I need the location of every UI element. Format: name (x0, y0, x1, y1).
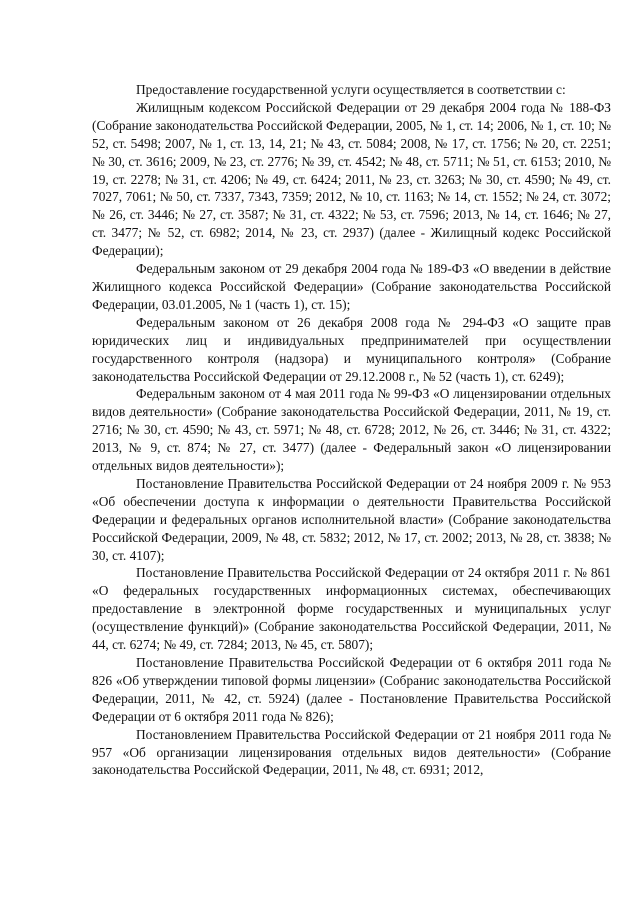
paragraph-intro: Предоставление государственной услуги осуществляется в соответствии с: (136, 82, 566, 97)
paragraph-resolution-826: Постановление Правительства Российской Федерации от 6 октября 2011 года № 826 «Об утверждении типовой формы лицензии» (Собранис законодательства Российской Федерации, 2011, № 42, ст. 5924) (далее - Постановление Правительства Российской Федерации от 6 октября 2011 года № 826); (92, 655, 611, 724)
paragraph-resolution-953: Постановление Правительства Российской Федерации от 24 ноября 2009 г. № 953 «Об обеспечении доступа к информации о деятельности Правительства Российской Федерации и федеральных органов исполнительной власти» (Собрание законодательства Российской Федерации, 2009, № 48, ст. 5832; 2012, № 17, ст. 2002; 2013, № 28, ст. 3838; № 30, ст. 4107); (92, 475, 611, 563)
paragraph-law-189: Федеральным законом от 29 декабря 2004 года № 189-ФЗ «О введении в действие Жилищного кодекса Российской Федерации» (Собрание законодательства Российской Федерации, 03.01.2005, № 1 (часть 1), ст. 15); (92, 261, 611, 312)
paragraph-housing-code: Жилищным кодексом Российской Федерации от 29 декабря 2004 года № 188-ФЗ (Собрание законодательства Российской Федерации, 2005, № 1, ст. 14; 2006, № 1, ст. 10; № 52, ст. 5498; 2007, № 1, ст. 13, 14, 21; № 43, ст. 5084; 2008, № 17, ст. 1756; № 20, ст. 2251; № 30, ст. 3616; 2009, № 23, ст. 2776; № 39, ст. 4542; № 48, ст. 5711; № 51, ст. 6153; 2010, № 19, ст. 2278; № 31, ст. 4206; № 49, ст. 6424; 2011, № 23, ст. 3263; № 30, ст. 4590; № 49, ст. 7027, 7061; № 50, ст. 7337, 7343, 7359; 2012, № 10, ст. 1163; № 14, ст. 1552; № 24, ст. 3072; № 26, ст. 3446; № 27, ст. 3587; № 31, ст. 4322; № 53, ст. 7596; 2013, № 14, ст. 1646; № 27, ст. 3477; № 52, ст. 6982; 2014, № 23, ст. 2937) (далее - Жилищный кодекс Российской Федерации); (92, 99, 611, 259)
paragraph-resolution-861: Постановление Правительства Российской Федерации от 24 октября 2011 г. № 861 «О федеральных государственных информационных системах, обеспечивающих предоставление в электронной форме государственных и муниципальных услуг (осуществление функций)» (Собрание законодательства Российской Федерации, 2011, № 44, ст. 6274; № 49, ст. 7284; 2013, № 45, ст. 5807); (92, 565, 611, 653)
paragraph-resolution-957: Постановлением Правительства Российской Федерации от 21 ноября 2011 года № 957 «Об организации лицензирования отдельных видов деятельности» (Собрание законодательства Российской Федерации, 2011, № 48, ст. 6931; 2012, (92, 726, 611, 778)
paragraph-law-294: Федеральным законом от 26 декабря 2008 года № 294-ФЗ «О защите прав юридических лиц и индивидуальных предпринимателей при осуществлении государственного контроля (надзора) и муниципального контроля» (Собрание законодательства Российской Федерации от 29.12.2008 г., № 52 (часть 1), ст. 6249); (92, 314, 611, 384)
paragraph-law-99: Федеральным законом от 4 мая 2011 года № 99-ФЗ «О лицензировании отдельных видов деятельности» (Собрание законодательства Российской Федерации, 2011, № 19, ст. 2716; № 30, ст. 4590; № 43, ст. 5971; № 48, ст. 6728; 2012, № 26, ст. 3446; № 31, ст. 4322; 2013, № 9, ст. 874; № 27, ст. 3477) (далее - Федеральный закон «О лицензировании отдельных видов деятельности»); (92, 386, 611, 474)
document-page (92, 81, 611, 779)
